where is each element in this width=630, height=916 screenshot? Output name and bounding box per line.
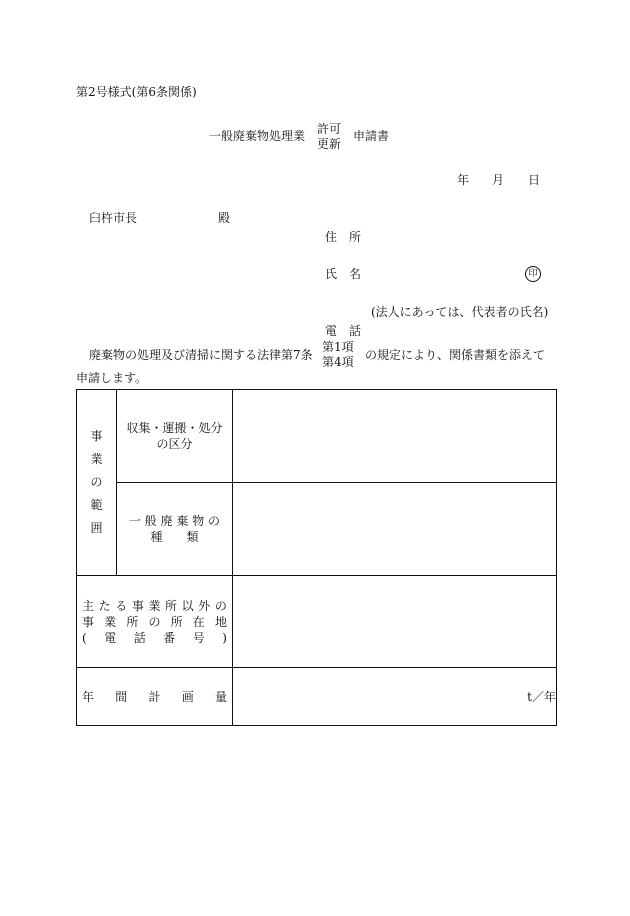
seal-mark: 印: [525, 266, 541, 282]
annual-plan-label-text: 年 間 計 画 量: [82, 689, 227, 704]
annual-plan-unit: t／年: [527, 690, 556, 704]
other-office-label: [77, 576, 233, 668]
annual-plan-label: [77, 668, 233, 726]
option-permit: 許可: [317, 122, 342, 136]
addressee-honorific: 殿: [218, 211, 231, 225]
application-table: [76, 389, 557, 726]
scope-label: 事 業 の 範 囲: [77, 390, 117, 576]
title-prefix: 一般廃棄物処理業: [209, 129, 306, 143]
address-label: 住 所: [325, 230, 362, 244]
form-number: 第2号様式(第6条関係): [76, 85, 197, 99]
collection-field[interactable]: [233, 390, 557, 483]
waste-type-label: 一 般 廃 棄 物 の 種 類: [117, 483, 233, 576]
title-options: [317, 122, 341, 152]
clause-1: 第1項: [322, 340, 354, 354]
date-year: 年: [457, 173, 470, 187]
name-label: 氏 名: [325, 267, 362, 281]
other-office-line-2: 事 業 所 の 所 在 地: [82, 614, 227, 629]
other-office-line-1: 主 た る 事 業 所 以 外 の: [82, 598, 227, 613]
clause-4: 第4項: [322, 355, 354, 369]
corporate-note: (法人にあっては、代表者の氏名): [371, 305, 549, 319]
annual-plan-field[interactable]: [233, 668, 557, 726]
other-office-line-3: ( 電 話 番 号 ): [82, 630, 227, 645]
statement-clauses: [322, 340, 354, 370]
option-renew: 更新: [317, 137, 342, 151]
addressee-name: 臼杵市長: [89, 211, 138, 225]
phone-label: 電 話: [325, 324, 362, 338]
statement-line2: 申請します。: [76, 371, 148, 385]
other-office-field[interactable]: [233, 576, 557, 668]
waste-type-field[interactable]: [233, 483, 557, 576]
statement-after: の規定により、関係書類を添えて: [365, 348, 546, 362]
date-month: 月: [492, 173, 505, 187]
statement-before: 廃棄物の処理及び清掃に関する法律第7条: [89, 348, 313, 362]
date-day: 日: [528, 173, 541, 187]
collection-label: 収集・運搬・処分 の区分: [117, 390, 233, 483]
title-suffix: 申請書: [353, 129, 390, 143]
